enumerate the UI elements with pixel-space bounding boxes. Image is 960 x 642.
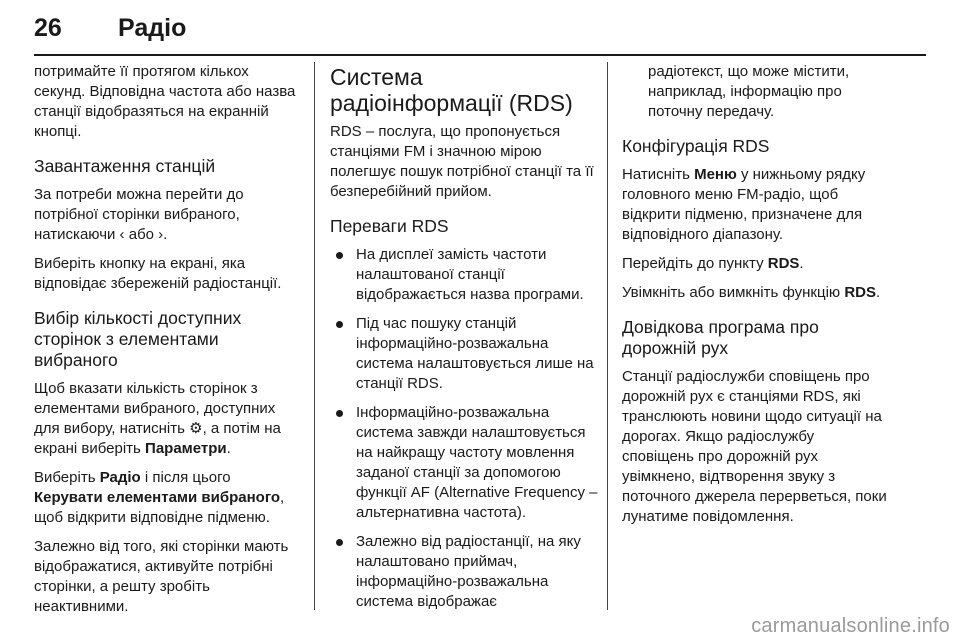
paragraph: потримайте її протягом кількох секунд. Відповідна частота або назва станції відобразяться на екранній кнопці. [34, 63, 296, 140]
list-item-text: Залежно від радіостанції, на яку налаштовано приймач, інформаційно-розважальна система відображає [356, 533, 581, 610]
list-item-text: На дисплеї замість частоти налаштованої станції відображається назва програми. [356, 246, 584, 303]
paragraph [622, 165, 888, 245]
bullet-list [330, 245, 600, 612]
text: Щоб вказати кількість сторінок з елементами вибраного, доступних для вибору, натисніть [34, 380, 276, 437]
text: Перейдіть до пункту [622, 255, 764, 272]
paragraph: Залежно від того, які сторінки мають відображатися, активуйте потрібні сторінки, а решту зробіть неактивними. [34, 538, 289, 615]
watermark: carmanualsonline.info [751, 615, 950, 637]
page-number: 26 [34, 14, 62, 42]
paragraph [622, 283, 888, 303]
gear-icon: ⚙ [189, 420, 203, 437]
paragraph [34, 379, 302, 459]
paragraph [622, 254, 888, 274]
heading-favourite-pages: Вибір кількості доступних сторінок з елементами вибраного [34, 308, 242, 370]
list-item [330, 314, 600, 394]
heading-station-loading: Завантаження станцій [34, 156, 216, 176]
menu-term-radio: Радіо [99, 469, 141, 486]
menu-term-rds: RDS [767, 255, 800, 272]
menu-term-settings: Параметри [145, 440, 227, 457]
text: . [226, 440, 231, 457]
list-item-continuation: радіотекст, що може містити, наприклад, інформацію про поточну передачу. [648, 63, 850, 120]
heading-traffic-program: Довідкова програма про дорожній рух [622, 317, 819, 358]
text: Натисніть [622, 166, 690, 183]
text: , а потім на екрані виберіть [34, 420, 281, 457]
text: і після цього [144, 469, 231, 486]
list-item-text: Під час пошуку станцій інформаційно-розважальна система налаштовується лише на станції RDS. [356, 315, 594, 392]
text: , щоб відкрити відповідне підменю. [34, 489, 285, 526]
paragraph [34, 468, 302, 528]
section-title: Радіо [118, 14, 187, 42]
paragraph: RDS – послуга, що пропонується станціями FM і значною мірою полегшує пошук потрібної станції та її безперебійний прийом. [330, 123, 594, 200]
list-item [330, 532, 600, 612]
text: . [876, 284, 881, 301]
menu-term-menu: Меню [694, 166, 737, 183]
heading-rds-config: Конфігурація RDS [622, 136, 770, 156]
bullet-icon [336, 539, 343, 546]
heading-rds-advantages: Переваги RDS [330, 216, 449, 236]
heading-rds: Система радіоінформації (RDS) [330, 64, 573, 116]
page-header [34, 0, 926, 58]
menu-term-rds: RDS [844, 284, 877, 301]
list-item [330, 245, 600, 305]
text: у нижньому рядку головного меню FM-радіо, щоб відкрити підменю, призначене для відповідного діапазону. [622, 166, 866, 243]
paragraph: Виберіть кнопку на екрані, яка відповідає збереженій радіостанції. [34, 255, 282, 292]
bullet-icon [336, 410, 343, 417]
header-rule [34, 54, 926, 56]
column-2 [330, 62, 600, 621]
column-divider-1 [314, 62, 315, 610]
column-3 [622, 62, 888, 536]
text: Виберіть [34, 469, 96, 486]
text: Увімкніть або вимкніть функцію [622, 284, 841, 301]
column-divider-2 [607, 62, 608, 610]
menu-term-manage-favourites: Керувати елементами вибраного [34, 489, 281, 506]
paragraph: Станції радіослужби сповіщень про дорожній рух є станціями RDS, які транслюють новини щодо ситуації на дорогах. Якщо радіослужбу сповіщень про дорожній рух увімкнено, відтворення звуку з поточного джерела перерветься, поки лунатиме повідомлення. [622, 368, 887, 525]
column-1 [34, 62, 302, 626]
list-item-text: Інформаційно-розважальна система завжди налаштовується на найкращу частоту мовлення заданої станції за допомогою функції AF (Alternative Frequency – альтернативна частота). [356, 404, 598, 521]
list-item [330, 403, 600, 523]
bullet-icon [336, 321, 343, 328]
bullet-icon [336, 252, 343, 259]
text: . [799, 255, 804, 272]
paragraph: За потреби можна перейти до потрібної сторінки вибраного, натискаючи ‹ або ›. [34, 186, 244, 243]
